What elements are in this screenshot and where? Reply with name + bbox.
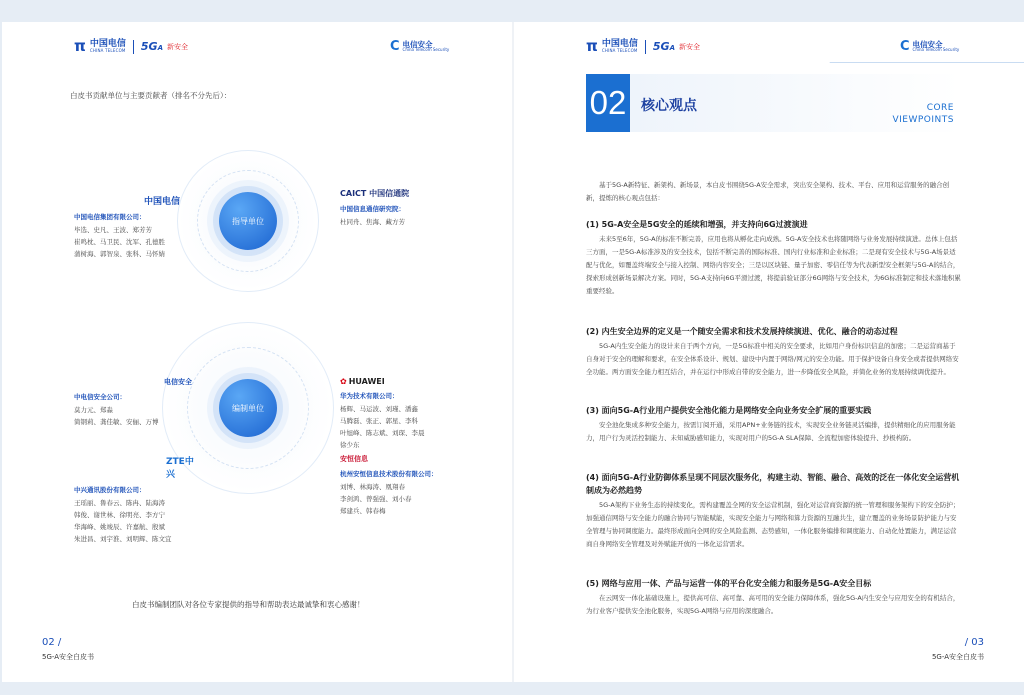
contributor-list: 毕选、史凡、王波、郑芳芳 崔鸣枕、马卫民、沈军、孔德胜 蒲树海、郭智泉、张科、马怀婧	[74, 226, 165, 258]
logo-divider	[133, 40, 134, 54]
left-page	[2, 22, 512, 682]
thanks-note: 白皮书编制团队对各位专家提供的指导和帮助表达最诚挚和衷心感谢！	[132, 600, 365, 609]
viewpoint-body-4: 5G-A架构下业务生态的持续变化，需构建覆盖全网的安全运营机制，强化对运营商资源的统一管理和服务架构下的安全防护；加强通信网络与安全能力的融合协同与智能赋能，实现安全能力与网络和算力资源的互融共生，建立覆盖的业务场景防护能力与安全管理与协同调度能力。最终形成面向全网的安全风险监测、态势感知，一体化服务编排和调度能力、自动化处置能力，满足运营商自身网络安全管理及对外赋能开放的一体化运营需求。	[586, 501, 960, 548]
org-dbappsecurity: 安恒信息 杭州安恒信息技术股份有限公司： 刘博、林海涛、凰翔春 李剑鸿、曾强强、刘小春 郑建兵、韩春梅	[340, 454, 460, 517]
writer-unit-bubble: 编制单位	[219, 379, 277, 437]
5g-suffix: 新安全	[167, 42, 188, 51]
org-caict: CAICT 中国信通院 中国信息通信研究院： 杜同舟、焦海、藏方芳	[340, 188, 460, 228]
org-china-telecom: 中国电信 中国电信集团有限公司： 毕选、史凡、王波、郑芳芳 崔鸣枕、马卫民、沈军、孔德胜 蒲树海、郭智泉、张科、马怀婧	[74, 194, 194, 260]
china-telecom-logo	[74, 39, 188, 54]
guide-unit-bubble: 指导单位	[219, 192, 277, 250]
security-logo: C 电信安全 China Telecom Security	[900, 39, 960, 54]
security-logo: C 电信安全 China Telecom Security	[390, 39, 450, 54]
viewpoint-body-5: 在云网安一体化基础设施上，提供高可信、高可靠、高可用的安全能力保障体系，强化5G-A内生安全与应用安全的有机结合，为行业客户提供安全池化服务，实现5G-A网络与应用的深度融合。	[586, 594, 960, 615]
page-number: 02 /	[42, 637, 62, 648]
contributor-list: 刘博、林海涛、凰翔春 李剑鸿、曾强强、刘小春 郑建兵、韩春梅	[340, 483, 412, 515]
viewpoint-body-1: 未来5至6年，5G-A的标准不断完善，应用也将从孵化走向成熟。5G-A安全技术也将随网络与业务发展持续演进。总体上包括三方面，一是5G-A标准涉及的安全技术，包括不断完善的国际标准、国内行业标准和企业标准；二是现有安全技术与5G-A场景适配与优化，如覆盖终端安全与接入控制、网络内容安全；三是以区块链、量子加密、零信任等为代表新型安全框架与5G-A的结合，探索形成创新场景解决方案。同时，5G-A支持向6G平滑过渡，将提前验证部分6G网络与安全技术，为6G标准制定和技术落地积累重要经验。	[586, 235, 961, 295]
footer-title: 5G-A安全白皮书	[42, 653, 95, 661]
security-icon: C	[390, 39, 400, 54]
security-icon: C	[900, 39, 910, 54]
right-page	[514, 22, 1024, 682]
page-number: / 03	[964, 637, 984, 648]
huawei-logo: ✿ HUAWEI	[340, 377, 385, 386]
contributor-list: 杜同舟、焦海、藏方芳	[340, 218, 405, 226]
ct-english: CHINA TELECOM	[89, 48, 126, 53]
logo-divider	[645, 40, 646, 54]
org-zte: ZTE中兴 中兴通讯股份有限公司： 王瑶丽、鲁春云、陈冉、陆海涛 韩俊、谢世林、徐明亮、李方宁 华海峰、姚竣辰、许嘉航、殷斌 朱进昌、刘宇淮、刘明辉、陈文宜	[74, 454, 194, 545]
ct-name: 中国电信	[89, 39, 126, 49]
5g-logo: 5GA	[652, 40, 675, 53]
footer-title: 5G-A安全白皮书	[931, 653, 984, 661]
viewpoint-body-3: 安全池化集成多种安全能力，按需订阅开通，采用APN+业务链的技术，实现安全业务链灵活编排，提供精细化的应用服务能力，用户行为灵活控制能力、未知威胁感知能力，实现对用户的5G-A SLA保障、全流程加密体验提升、抄极构防。	[586, 421, 956, 442]
viewpoint-heading-5: (5) 网络与应用一体、产品与运营一体的平台化安全能力和服务是5G-A安全目标	[586, 579, 872, 588]
viewpoint-body-2: 5G-A内生安全能力的设计来自于两个方向，一是5G标准中相关的安全要求，比如用户身份标识信息的加密；二是运营商基于自身对于安全的理解和要求，在安全体系设计、规划、建设中内置于网络/网元的安全功能。用于保护设备自身安全或者提供网络安全功能。两方面安全能力相互结合，并在运行中形成自带的安全能力，进一步降低安全风险，并简化业务的发展持续调优提升。	[586, 342, 959, 376]
viewpoint-heading-1: (1) 5G-A安全是5G安全的延续和增强，并支持向6G过渡演进	[586, 220, 808, 229]
contributor-list: 王瑶丽、鲁春云、陈冉、陆海涛 韩俊、谢世林、徐明亮、李方宁 华海峰、姚竣辰、许嘉航、殷斌 朱进昌、刘宇淮、刘明辉、陈文宜	[74, 499, 172, 543]
viewpoint-heading-3: (3) 面向5G-A行业用户提供安全池化能力是网络安全向业务安全扩展的重要实践	[586, 406, 872, 415]
intro-paragraph: 基于5G-A新特征、新架构、新场景，本白皮书围绕5G-A安全需求，突出安全架构、技术、平台、应用和运营服务的融合创新，提炼的核心观点包括：	[586, 181, 950, 202]
org-ct-security: 电信安全 中电信安全公司： 莫力元、郑淼 简钢莉、龚佳敏、安俪、万博	[74, 378, 192, 426]
contributor-list: 杨辉、马运波、刘瑾、潘鑫 马腾磊、张正、郭星、李科 叶旭峰、陈志斌、刘琛、李晨 徐少东	[340, 405, 425, 449]
china-telecom-logo: π 中国电信 CHINA TELECOM 5GA 新安全	[586, 37, 700, 55]
china-telecom-org-logo: 中国电信	[144, 197, 181, 207]
chapter-number: 02	[586, 74, 630, 132]
contributor-list: 莫力元、郑淼 简钢莉、龚佳敏、安俪、万博	[74, 406, 159, 426]
chapter-title: 核心观点	[641, 98, 697, 114]
viewpoint-heading-2: (2) 内生安全边界的定义是一个随安全需求和技术发展持续演进、优化、融合的动态过程	[586, 327, 898, 336]
dbappsecurity-logo: 安恒信息	[340, 455, 368, 463]
contributors-intro: 白皮书贡献单位与主要贡献者（排名不分先后）：	[70, 91, 232, 100]
china-telecom-icon: π	[74, 37, 86, 55]
ct-security-logo: 电信安全	[164, 378, 192, 386]
org-huawei: ✿ HUAWEI 华为技术有限公司： 杨辉、马运波、刘瑾、潘鑫 马腾磊、张正、郭星、李科 叶旭峰、陈志斌、刘琛、李晨 徐少东	[340, 377, 460, 451]
viewpoint-heading-4: (4) 面向5G-A行业防御体系呈现不同层次服务化，构建主动、智能、融合、高效的泛在一体化安全运营机制成为必然趋势	[586, 473, 960, 495]
5g-logo: 5GA	[140, 40, 163, 53]
caict-logo: CAICT 中国信通院	[340, 189, 410, 198]
chapter-title-english: CORE VIEWPOINTS	[892, 103, 954, 125]
china-telecom-icon: π	[586, 37, 598, 55]
zte-logo: ZTE中兴	[166, 457, 194, 480]
